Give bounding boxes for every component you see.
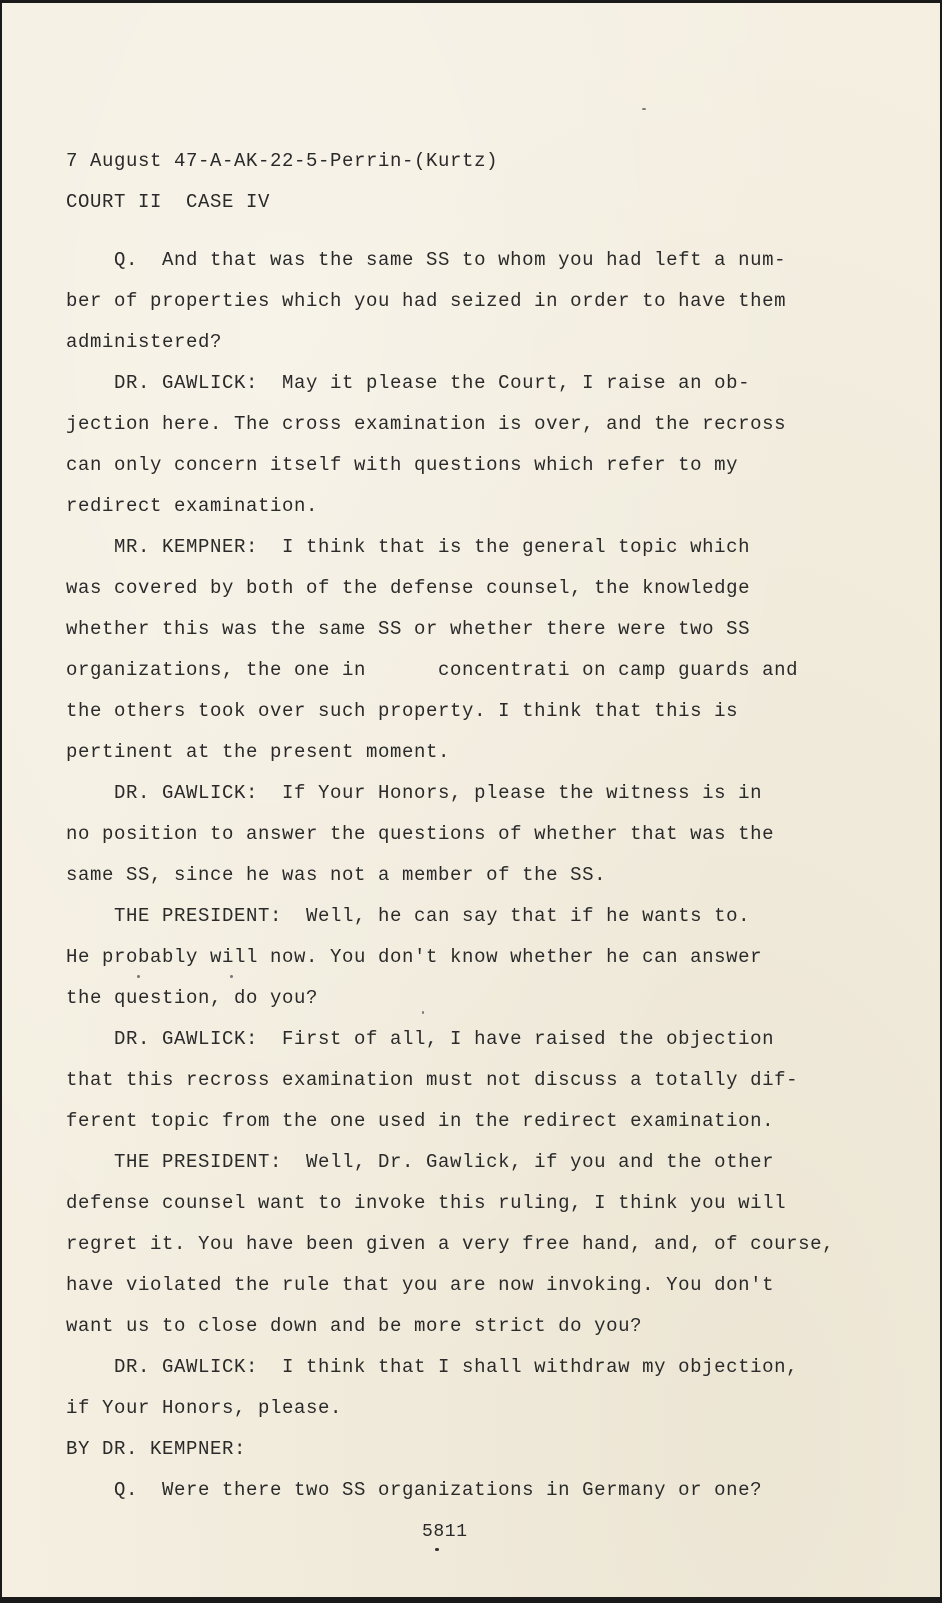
transcript-line: MR. KEMPNER: I think that is the general topic which: [66, 536, 751, 558]
header-case-reference: 7 August 47-A-AK-22-5-Perrin-(Kurtz): [66, 150, 499, 172]
page-number: 5811: [422, 1522, 468, 1542]
transcript-line: He probably will now. You don't know whether he can answer: [66, 946, 763, 968]
transcript-line: the others took over such property. I think that this is: [66, 700, 739, 722]
transcript-line: redirect examination.: [66, 495, 319, 517]
transcript-line: pertinent at the present moment.: [66, 741, 451, 763]
paper-fleck: [422, 1011, 424, 1014]
transcript-line: same SS, since he was not a member of the SS.: [66, 864, 607, 886]
transcript-line: DR. GAWLICK: If Your Honors, please the witness is in: [66, 782, 763, 804]
transcript-line: organizations, the one in concentrati on camp guards and: [66, 659, 799, 681]
transcript-line: defense counsel want to invoke this ruling, I think you will: [66, 1192, 787, 1214]
paper-fleck: [137, 975, 140, 978]
transcript-line: Q. Were there two SS organizations in Germany or one?: [66, 1479, 763, 1501]
paper-fleck: [230, 975, 233, 978]
transcript-line: ber of properties which you had seized in order to have them: [66, 290, 787, 312]
transcript-line: regret it. You have been given a very free hand, and, of course,: [66, 1233, 835, 1255]
transcript-line: jection here. The cross examination is over, and the recross: [66, 413, 787, 435]
transcript-line: whether this was the same SS or whether there were two SS: [66, 618, 751, 640]
transcript-line: have violated the rule that you are now invoking. You don't: [66, 1274, 775, 1296]
transcript-line: if Your Honors, please.: [66, 1397, 343, 1419]
ink-mark: [435, 1548, 439, 1551]
transcript-line: DR. GAWLICK: First of all, I have raised the objection: [66, 1028, 775, 1050]
transcript-line: want us to close down and be more strict do you?: [66, 1315, 643, 1337]
transcript-line: the question, do you?: [66, 987, 319, 1009]
transcript-line: administered?: [66, 331, 223, 353]
transcript-line: THE PRESIDENT: Well, he can say that if he wants to.: [66, 905, 751, 927]
transcript-line: was covered by both of the defense counsel, the knowledge: [66, 577, 751, 599]
transcript-line: BY DR. KEMPNER:: [66, 1438, 247, 1460]
transcript-line: Q. And that was the same SS to whom you had left a num-: [66, 249, 787, 271]
document-page: [2, 3, 940, 1597]
transcript-line: THE PRESIDENT: Well, Dr. Gawlick, if you and the other: [66, 1151, 775, 1173]
transcript-line: DR. GAWLICK: May it please the Court, I raise an ob-: [66, 372, 751, 394]
transcript-line: DR. GAWLICK: I think that I shall withdraw my objection,: [66, 1356, 799, 1378]
transcript-line: that this recross examination must not discuss a totally dif-: [66, 1069, 799, 1091]
transcript-line: ferent topic from the one used in the redirect examination.: [66, 1110, 775, 1132]
transcript-line: can only concern itself with questions which refer to my: [66, 454, 739, 476]
header-court-case: COURT II CASE IV: [66, 191, 271, 213]
transcript-line: no position to answer the questions of whether that was the: [66, 823, 775, 845]
paper-fleck: [642, 108, 646, 110]
